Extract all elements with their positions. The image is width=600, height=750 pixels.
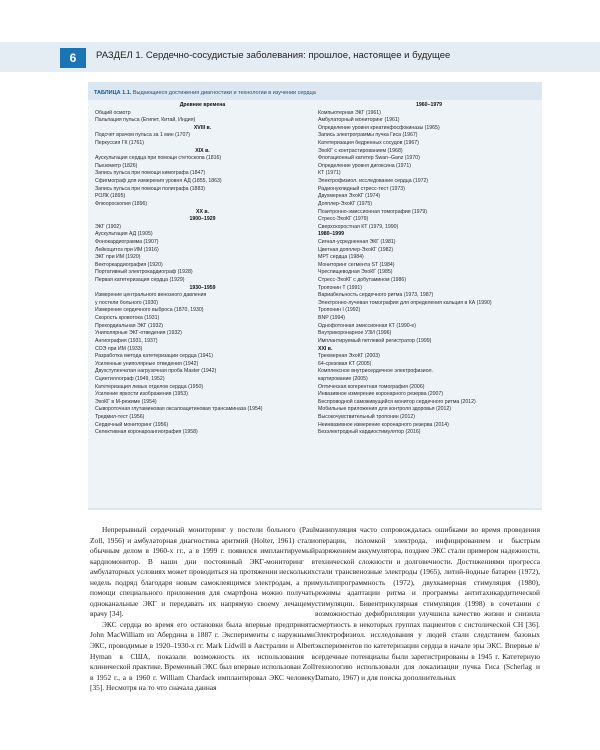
table-row: Катетеризация бедренных сосудов (1967) <box>318 140 419 147</box>
table-row: BNP (1994) <box>318 315 346 322</box>
table-row: ЭКГ (1902) <box>95 223 121 230</box>
paragraph: Непрерывный сердечный мониторинг у постели больного (Paul Zoll, 1956) и амбулаторная диагностика аритмий (Holter, 1961) стали обычным делом в 1960-х гг., а в 1999 г. появился имплантируемый кардиомонитор. В наши дни постоянный ЭКГ-мониторинг в амбулаторных условиях может проводиться на протяжении нескольких недель подряд благодаря новым самоклеящимся электродам, а при помощи специального приложения для смартфона можно получать одноканальные ЭКГ и передавать их напрямую своему лечащему врачу [34]. <box>90 525 315 619</box>
table-row: Пальпация пульса (Египет, Китай, Индия) <box>95 117 196 124</box>
table-row: Неинвазивное измерение коронарного резерва (2014) <box>318 421 449 428</box>
table-row: Имплантируемый петлевой регистратор (1999) <box>318 337 432 344</box>
table-row: Однофотонная эмиссионная КТ (1990-е) <box>318 322 416 329</box>
table-row: Вариабельность сердечного ритма (1973, 1987) <box>318 292 434 299</box>
body-column-left <box>90 525 315 694</box>
table-row: Пьезометр (1826) <box>95 162 138 169</box>
table-row: Катетеризация левых отделов сердца (1950) <box>95 383 204 390</box>
page-number: 6 <box>60 48 86 68</box>
table-row: Ангиография (1931, 1937) <box>95 337 158 344</box>
table-heading: 1980–1999 <box>318 231 344 238</box>
table-heading: XVIII в. <box>193 124 212 131</box>
table-column-left <box>95 102 310 437</box>
table-row: Стресс-ЭхоКГ с добутамином (1986) <box>318 277 407 284</box>
table-row: Усиленные униполярные отведения (1942) <box>95 360 199 367</box>
table-row: картирование (2005) <box>318 375 368 382</box>
table-row: Допплер-ЭхоКГ (1975) <box>318 200 373 207</box>
table-row: Усиление яркости изображения (1953) <box>95 391 188 398</box>
table-row: Селективная коронароангиография (1958) <box>95 429 198 436</box>
table-row: Униполярные ЭКГ-отведения (1932) <box>95 330 182 337</box>
table-row: Амбулаторный мониторинг (1961) <box>318 117 400 124</box>
table-row: Инвазивное измерение коронарного резерва (2007) <box>318 391 444 398</box>
table-row: Флюороскопия (1896) <box>95 200 148 207</box>
table-row: ЭхоКГ в М-режиме (1954) <box>95 398 157 405</box>
table-label: ТАБЛИЦА 1.1. <box>94 90 132 96</box>
table-row: Флотационный катетер Swan–Ganz (1970) <box>318 155 420 162</box>
table-row: Определение уровня дигоксина (1971) <box>318 162 412 169</box>
table-row: Скорость кровотока (1931) <box>95 315 160 322</box>
table-row: Определение уровня креатинфосфокиназы (1965) <box>318 124 440 131</box>
table-row: Лейкоцитоз при ИМ (1916) <box>95 246 159 253</box>
table-row: Сывороточная глутаминовая оксалоацетиновая трансаминаза (1954) <box>95 406 263 413</box>
table-row: Тредмил-тест (1956) <box>95 413 145 420</box>
table-row: Первая катетеризация сердца (1929) <box>95 277 185 284</box>
table-heading: 1900–1929 <box>189 216 216 223</box>
table-row: РОЛК (1895) <box>95 193 126 200</box>
table-row: Беспроводной саможивущийся монитор сердечного ритма (2012) <box>318 398 476 405</box>
table-heading: XIX в. <box>195 147 210 154</box>
table-row: Сигнал-усредненная ЭКГ (1981) <box>318 238 396 245</box>
table-row: Компьютерная ЭКГ (1961) <box>318 109 381 116</box>
table-row: Перкуссия ГК (1761) <box>95 140 144 147</box>
table-row: Тропонин I (1992) <box>318 307 361 314</box>
table-row: 64-срезовая КТ (2005) <box>318 360 372 367</box>
table-caption-text: Выдающиеся достижения диагностики и технологии в изучении сердца <box>132 90 316 96</box>
table-row: Аускультация сердца при помощи стетоскопа (1816) <box>95 155 222 162</box>
table-row: Портативный электрокардиограф (1928) <box>95 269 193 276</box>
table-heading: XX в. <box>196 208 209 215</box>
table-row: ЭКГ при ИМ (1920) <box>95 254 141 261</box>
table-row: МРТ сердца (1984) <box>318 254 364 261</box>
table-row: Цветная допплер-ЭхоКГ (1982) <box>318 246 394 253</box>
table-row: Внутрикоронарное УЗИ (1996) <box>318 330 392 337</box>
table-heading: 1930–1959 <box>189 284 216 291</box>
table-row: Сцинтиллограф (1949, 1952) <box>95 375 165 382</box>
table-row: Позитронно-эмиссионная томография (1979) <box>318 208 427 215</box>
table-row: КТ (1971) <box>318 170 341 177</box>
table-row: Сфигмограф для измерения уровня АД (1855, 1863) <box>95 178 222 185</box>
table-row: Безэлектродный кардиостимулятор (2016) <box>318 429 421 436</box>
section-title: РАЗДЕЛ 1. Сердечно-сосудистые заболевания: прошлое, настоящее и будущее <box>96 50 451 61</box>
table-row: Оптическая когерентная томография (2006) <box>318 383 425 390</box>
table-row: Мобильные приложения для контроля здоровья (2012) <box>318 406 451 413</box>
table-row: Трехмерная ЭхоКГ (2003) <box>318 353 380 360</box>
table-heading: 1960–1979 <box>416 102 442 108</box>
table-row: Сердечный мониторинг (1956) <box>95 421 169 428</box>
table-row: Чреспищеводная ЭхоКГ (1985) <box>318 269 393 276</box>
table-row: Сверхскоростная КТ (1979, 1990) <box>318 223 399 230</box>
table-row: Высокочувствительный тропонин (2012) <box>318 413 416 420</box>
table-row: Фонокардиограмма (1907) <box>95 238 159 245</box>
table-row: Общий осмотр <box>95 109 131 116</box>
table-row: Разработка метода катетеризации сердца (1941) <box>95 353 214 360</box>
table-row: Тропонин Т (1991) <box>318 284 363 291</box>
table-row: Электрофизиол. исследование сердца (1972) <box>318 178 429 185</box>
paragraph: манипуляция часто сопровождалась ошибками во время проведения операции, поломкой электрода, инфицированием и быстрым разряжением аккумулятора, позднее ЭКС стали примером надежности, технической сложности и долговечности. Достижениями прогресса стали трансвенозные электроды (1965), литий-йодные батареи (1972), мультипрограммность (1972), двухкамерная стимуляция (1980), режимы адаптации ритма и программы антитахикардитической стимуляции. Бивентрикулярная стимуляция (1998) в сочетании с возможностью дефибрилляции улучшила качество жизни и снизила смертность в некоторых группах пациентов с систолической СН [36]. Электрофизиол. исследования у людей стали следствием базовых экспериментов по катетеризации сердца в начале эры ЭКС. Впервые в/сердечные потенциалы были зарегистрированы в 1945 г. Катетерную технологию использовали для локализации пучка Гиса (Scherlag и Damato, 1967) и для поиска дополнительных <box>315 525 540 682</box>
table-row: Прекордиальная ЭКГ (1932) <box>95 322 164 329</box>
table-row: Запись электрограммы пучка Гиса (1967) <box>318 132 418 139</box>
table-heading: XXI в. <box>318 345 333 352</box>
table-row: ЭхоКГ с контрастированием (1968) <box>318 147 403 154</box>
body-column-right <box>315 525 540 683</box>
table-row: Двухступенчатая нагрузочная проба Master (1942) <box>95 368 217 375</box>
table-row: Подсчет врачом пульса за 1 мин (1707) <box>95 132 191 139</box>
paragraph: ЭКС сердца во время его остановки была впервые предпринята John MacWilliam из Абердина в 1887 г. Эксперименты с наружными ЭКС, проводимые в 1920–1930-х гг. Mark Lidwill в Австралии и Albert Hyman в США, показали возможность их использования в клинической практике. Временный ЭКС был впервые использован Zoll в 1952 г., а в 1960 г. William Chardack имплантировал ЭКС человеку [35]. Несмотря на то что сначала данная <box>90 619 315 693</box>
table-caption <box>94 90 316 96</box>
table-row: Двухмерная ЭхоКГ (1974) <box>318 193 381 200</box>
table-row: Измерение центрального венозного давления <box>95 292 207 299</box>
table-row: Запись пульса при помощи кимографа (1847) <box>95 170 206 177</box>
table-row: Измерение сердечного выброса (1870, 1930) <box>95 307 204 314</box>
table-row: Аускультация АД (1905) <box>95 231 153 238</box>
table-column-right <box>318 102 540 437</box>
table-row: Комплексное внутрисердечное электрофизиол. <box>318 368 433 375</box>
table-row: СОЭ при ИМ (1933) <box>95 345 143 352</box>
table-row: у постели больного (1930) <box>95 299 159 306</box>
table-heading: Древние времена <box>179 102 226 108</box>
table-row: Радионуклидный стресс-тест (1973) <box>318 185 405 192</box>
table-row: Запись пульса при помощи полиграфа (1883) <box>95 185 205 192</box>
table-row: Векторкардиография (1920) <box>95 261 163 268</box>
table-row: Стресс-ЭхоКГ (1979) <box>318 216 369 223</box>
table-row: Электронно-лучевая томография для определения кальция в КА (1990) <box>318 299 492 306</box>
table-row: Мониторинг сегмента ST (1984) <box>318 261 395 268</box>
